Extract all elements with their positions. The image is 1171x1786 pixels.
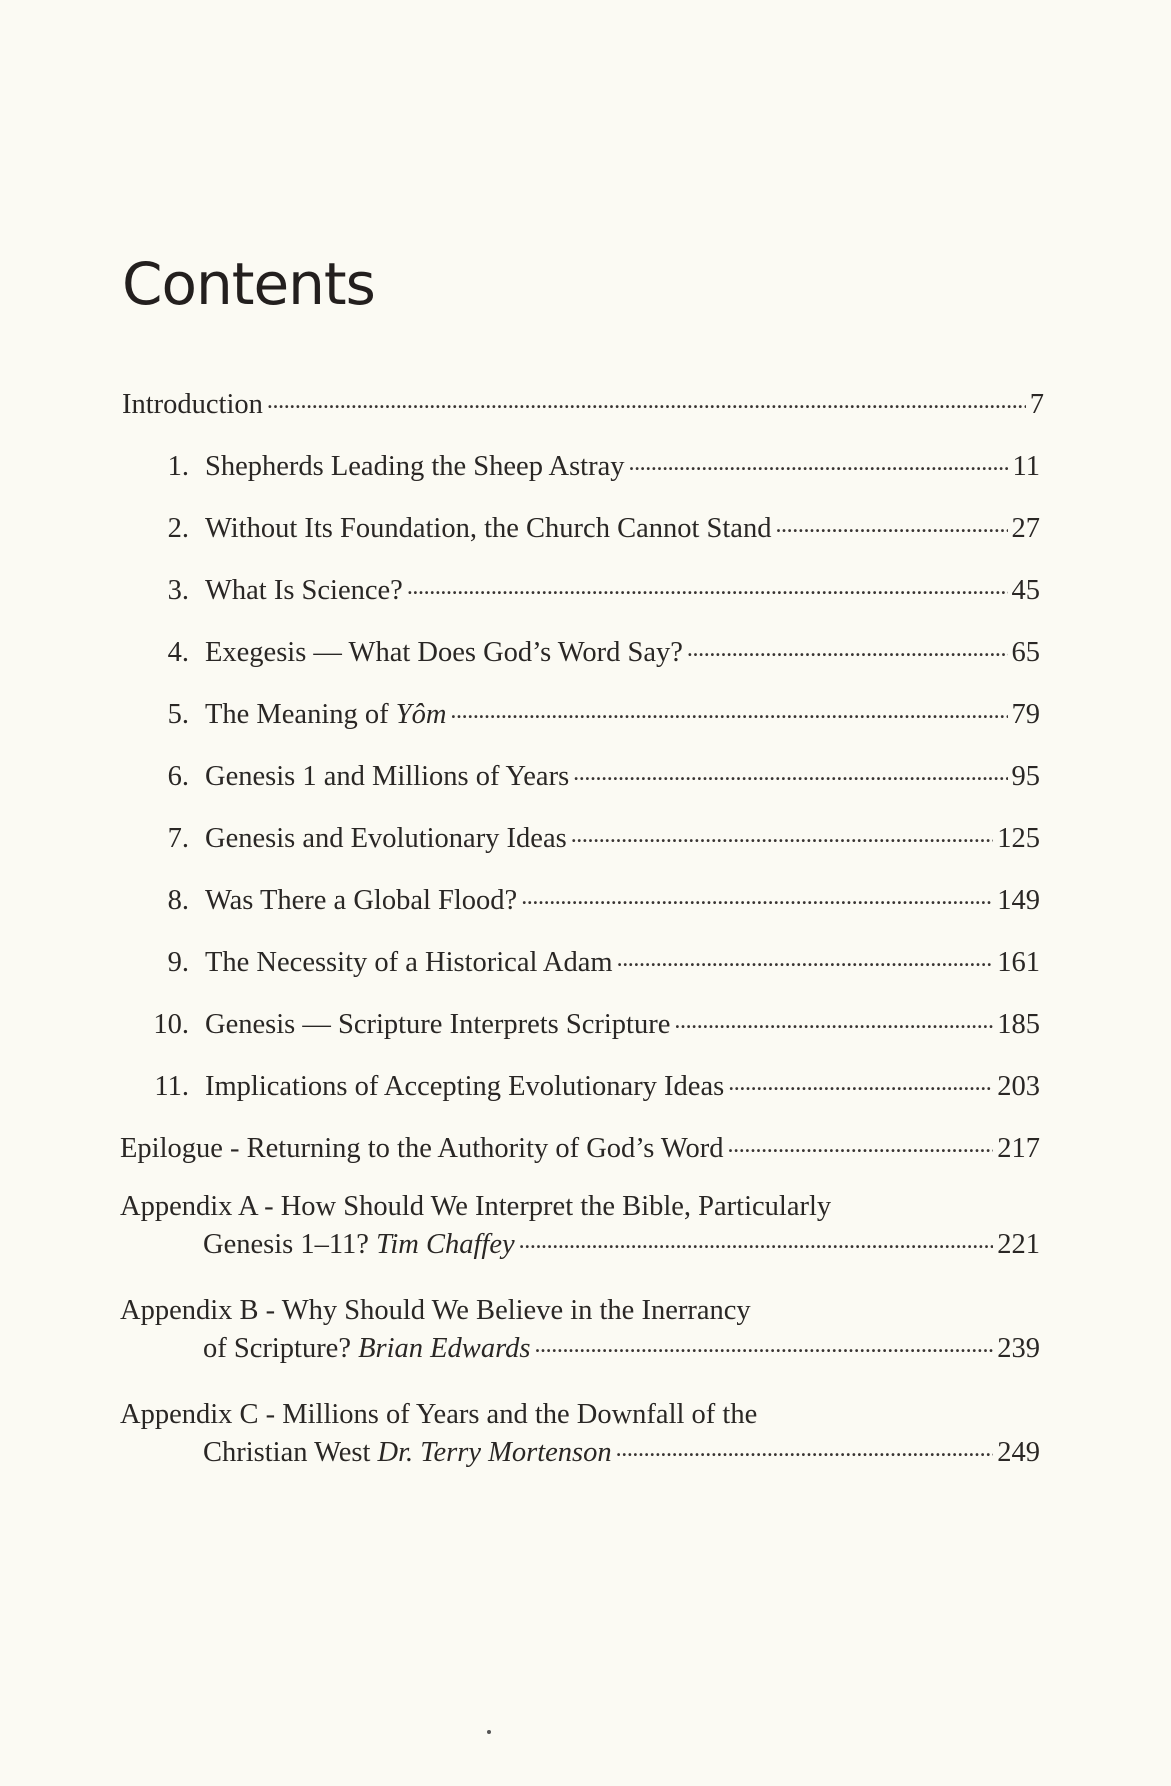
toc-entry-label: What Is Science? — [205, 574, 403, 606]
dot-leader — [521, 880, 993, 909]
toc-entry-label-continued — [203, 1332, 530, 1366]
toc-page-number: 239 — [997, 1332, 1040, 1364]
chapter-number: 10. — [153, 1008, 189, 1040]
toc-entry-label-text: of Scripture? — [203, 1332, 359, 1364]
toc-entry-label — [205, 698, 446, 732]
dot-leader — [519, 1224, 994, 1253]
toc-entry-introduction[interactable] — [122, 384, 1044, 422]
chapter-number: 4. — [167, 636, 189, 668]
chapter-number: 11. — [154, 1070, 189, 1102]
toc-entry-label: Appendix B - Why Should We Believe in the Inerrancy — [120, 1295, 751, 1326]
dot-leader — [571, 818, 994, 847]
toc-entry-label: Introduction — [122, 388, 263, 420]
toc-entry-label-italic: Yôm — [395, 698, 447, 730]
toc-entry-label: Shepherds Leading the Sheep Astray — [205, 450, 625, 482]
toc-entry-chapter-2[interactable] — [145, 508, 1040, 546]
toc-page-number: 161 — [997, 946, 1040, 978]
toc-entry-appendix-a[interactable] — [120, 1190, 1040, 1262]
toc-entry-chapter-9[interactable] — [145, 942, 1040, 980]
dot-leader — [534, 1328, 993, 1357]
toc-page-number: 7 — [1029, 388, 1044, 420]
toc-page-number: 11 — [1012, 450, 1040, 482]
toc-entry-label: Appendix A - How Should We Interpret the Bible, Particularly — [120, 1191, 832, 1222]
toc-page-number: 149 — [997, 884, 1040, 916]
dot-leader — [628, 446, 1008, 475]
toc-entry-chapter-10[interactable] — [145, 1004, 1040, 1042]
toc-entry-chapter-3[interactable] — [145, 570, 1040, 608]
chapter-number: 1. — [167, 450, 189, 482]
chapter-number: 5. — [167, 698, 189, 730]
toc-entry-chapter-4[interactable] — [145, 632, 1040, 670]
toc-entry-label: Appendix C - Millions of Years and the Downfall of the — [120, 1399, 758, 1430]
toc-entry-chapter-11[interactable] — [145, 1066, 1040, 1104]
toc-entry-label: Genesis and Evolutionary Ideas — [205, 822, 567, 854]
toc-entry-label: Genesis — Scripture Interprets Scripture — [205, 1008, 671, 1040]
toc-page-number: 221 — [997, 1228, 1040, 1260]
toc-entry-label-continued — [203, 1436, 612, 1470]
print-speck — [487, 1730, 491, 1734]
toc-entry-chapter-7[interactable] — [145, 818, 1040, 856]
chapter-number: 8. — [167, 884, 189, 916]
toc-entry-label: Implications of Accepting Evolutionary Ideas — [205, 1070, 725, 1102]
dot-leader — [775, 508, 1007, 537]
toc-page-number: 65 — [1011, 636, 1040, 668]
toc-entry-label: Without Its Foundation, the Church Cannot Stand — [205, 512, 772, 544]
toc-entry-author: Tim Chaffey — [376, 1228, 515, 1260]
toc-entry-label-continued — [203, 1228, 515, 1262]
chapter-number: 2. — [167, 512, 189, 544]
toc-page-number: 203 — [997, 1070, 1040, 1102]
dot-leader — [407, 570, 1008, 599]
toc-page-number: 95 — [1011, 760, 1040, 792]
toc-page-number: 249 — [997, 1436, 1040, 1468]
page-title: Contents — [122, 250, 375, 318]
toc-entry-author: Dr. Terry Mortenson — [377, 1436, 612, 1468]
toc-page-number: 217 — [997, 1132, 1040, 1164]
toc-entry-author: Brian Edwards — [358, 1332, 531, 1364]
dot-leader — [687, 632, 1008, 661]
dot-leader — [267, 384, 1026, 413]
toc-entry-label: Was There a Global Flood? — [205, 884, 518, 916]
toc-entry-label: The Necessity of a Historical Adam — [205, 946, 613, 978]
toc-entry-label: Genesis 1 and Millions of Years — [205, 760, 570, 792]
toc-entry-chapter-6[interactable] — [145, 756, 1040, 794]
toc-page-number: 79 — [1011, 698, 1040, 730]
toc-entry-chapter-1[interactable] — [145, 446, 1040, 484]
toc-entry-label-text: The Meaning of — [205, 698, 396, 730]
toc-entry-label: Exegesis — What Does God’s Word Say? — [205, 636, 683, 668]
dot-leader — [674, 1004, 993, 1033]
dot-leader — [616, 1432, 994, 1461]
toc-entry-label-text: Genesis 1–11? — [203, 1228, 377, 1260]
dot-leader — [617, 942, 994, 971]
dot-leader — [573, 756, 1007, 785]
dot-leader — [728, 1128, 994, 1157]
toc-page-number: 185 — [997, 1008, 1040, 1040]
toc-page-number: 45 — [1011, 574, 1040, 606]
toc-page-number: 125 — [997, 822, 1040, 854]
dot-leader — [728, 1066, 993, 1095]
toc-entry-chapter-5[interactable] — [145, 694, 1040, 732]
toc-entry-label: Epilogue - Returning to the Authority of God’s Word — [120, 1132, 724, 1164]
chapter-number: 9. — [167, 946, 189, 978]
toc-entry-appendix-c[interactable] — [120, 1398, 1040, 1470]
toc-entry-chapter-8[interactable] — [145, 880, 1040, 918]
toc-entry-appendix-b[interactable] — [120, 1294, 1040, 1366]
chapter-number: 7. — [167, 822, 189, 854]
toc-entry-label-text: Christian West — [203, 1436, 378, 1468]
dot-leader — [450, 694, 1007, 723]
chapter-number: 6. — [167, 760, 189, 792]
chapter-number: 3. — [167, 574, 189, 606]
toc-page-number: 27 — [1011, 512, 1040, 544]
toc-entry-epilogue[interactable] — [120, 1128, 1040, 1166]
